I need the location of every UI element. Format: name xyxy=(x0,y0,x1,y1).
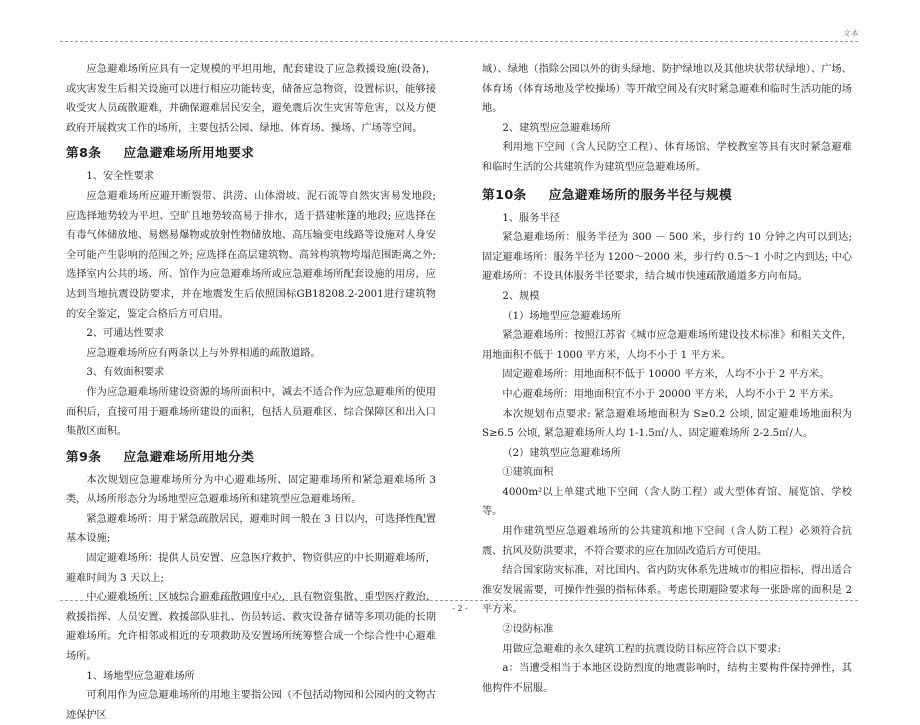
building-area-paragraph: 4000m²以上单建式地下空间（含人防工程）或大型体育馆、展览馆、学校等。 xyxy=(482,486,852,518)
access-paragraph: 应急避难场所应有两条以上与外界相通的疏散道路。 xyxy=(86,347,321,359)
header-tag: 文本 xyxy=(842,29,858,38)
plan-requirement-paragraph: 本次规划布点要求: 紧急避难场地面积为 S≥0.2 公顷, 固定避难场地面积为 S≥6.5 公顷, 紧急避难场所人均 1-1.5㎡/人、固定避难场所 2-2.5㎡/人。 xyxy=(482,408,852,440)
area-paragraph: 作为应急避难场所建设资源的场所面积中，减去不适合作为应急避难所的使用面积后，直接可用于避难场所建设的面积，包括人员避难区、综合保障区和出入口集散区面积。 xyxy=(66,386,436,438)
area-heading: 3、有效面积要求 xyxy=(86,367,165,379)
building-type-paragraph: 利用地下空间（含人民防空工程）、体育场馆、学校教室等具有灾时紧急避难和临时生活的公共建筑作为建筑型应急避难场所。 xyxy=(482,142,852,173)
article-8-number: 第8条 xyxy=(66,145,102,161)
building-type-heading: 2、建筑型应急避难场所 xyxy=(502,122,611,134)
footer-divider xyxy=(60,600,858,601)
header-divider xyxy=(60,41,858,42)
access-heading: 2、可通达性要求 xyxy=(86,328,165,340)
fortification-paragraph: 用做应急避难的永久建筑工程的抗震设防目标应符合以下要求: xyxy=(502,643,781,655)
article-10-heading xyxy=(482,184,852,206)
building-scale-subheading: （2）建筑型应急避难场所 xyxy=(502,447,621,459)
building-use-paragraph: 用作建筑型应急避难场所的公共建筑和地下空间（含人防工程）必须符合抗震、抗风及防洪要求，不符合要求的应在加固改造后方可使用。 xyxy=(482,526,852,557)
fixed-scale-paragraph: 固定避难场所：用地面积不低于 10000 平方米，人均不小于 2 平方米。 xyxy=(502,369,830,381)
emergency-shelter-paragraph: 紧急避难场所：用于紧急疏散居民，避难时间一般在 3 日以内，可选择性配置基本设施; xyxy=(66,513,436,545)
site-scale-subheading: （1）场地型应急避难场所 xyxy=(502,310,621,322)
indicator-system-paragraph: 结合国家防灾标准，对比国内、省内防灾体系先进城市的相应指标，得出适合淮安发展需要，可操作性强的指标体系。考虑长期避险要求每一张卧席的面积是 2 平方米。 xyxy=(482,565,852,616)
safety-heading: 1、安全性要求 xyxy=(86,171,154,183)
safety-paragraph: 应急避难场所应避开断裂带、洪涝、山体滑坡、泥石流等自然灾害易发地段; 应选择地势较为平坦、空旷且地势较高易于排水，适于搭建帐篷的地段; 应选择在有毒气体储放地、易燃易爆物或放射性物储放地、高压输变电线路等设施对人身安全可能产生影响的范围之外; 应选择在高层建筑物、高耸构筑物垮塌范围距离之外; 选择室内公共的场、所、馆作为应急避难场所或应急避难场所配套设施的用房，应达到当地抗震设防要求，并在地震发生后依照国标GB18208.2-2001进行建筑物的安全鉴定，鉴定合格后方可启用。 xyxy=(66,190,436,320)
article-9-heading xyxy=(66,446,436,468)
emergency-scale-paragraph: 紧急避难场所：按照江苏省《城市应急避难场所建设技术标准》和相关文件，用地面积不低于 1000 平方米，人均不小于 1 平方米。 xyxy=(482,330,852,361)
scale-heading: 2、规模 xyxy=(502,290,540,302)
center-shelter-paragraph: 中心避难场所：区域综合避难疏散调度中心，具有物资集散、重型医疗救治、救援指挥、人员安置、救援部队驻扎、伤员转运、救灾设备存储等多项功能的长期避难场所。允许相邻或相近的专项救助及安置场所统筹整合成一个综合性中心避难场所。 xyxy=(66,592,436,663)
site-type-paragraph: 可利用作为应急避难场所的用地主要指公园（不包括动物园和公园内的文物古迹保护区 xyxy=(66,690,436,721)
article-8-heading xyxy=(66,142,436,164)
service-radius-paragraph: 紧急避难场所：服务半径为 300 － 500 米，步行约 10 分钟之内可以到达; 固定避难场所：服务半径为 1200～2000 米，步行约 0.5～1 小时之内到达; 中心避难场所：不设具体服务半径要求，结合城市快速疏散通道多方向布局。 xyxy=(482,232,852,283)
fortification-item-a: a：当遭受相当于本地区设防烈度的地震影响时，结构主要构件保持弹性，其他构件不屈服。 xyxy=(482,663,852,694)
fixed-shelter-paragraph: 固定避难场所：提供人员安置、应急医疗救护、物资供应的中长期避难场所，避难时间为 3 天以上; xyxy=(66,553,436,584)
service-radius-heading: 1、服务半径 xyxy=(502,212,560,224)
intro-paragraph: 应急避难场所应具有一定规模的平坦用地，配套建设了应急救援设施(设备)，或灾害发生后相关设施可以进行相应功能转变，储备应急物资，设置标识，能够接收受灾人员疏散避难，并确保避难居民安全，避免震后次生灾害等危害，以及方便政府开展救灾工作的场所，主要包括公园、绿地、体育场、操场、广场等空间。 xyxy=(66,64,436,134)
article-10-title: 应急避难场所的服务半径与规模 xyxy=(548,186,733,202)
left-column xyxy=(66,60,436,725)
building-area-heading: ①建筑面积 xyxy=(502,467,554,479)
article-9-number: 第9条 xyxy=(66,448,102,464)
right-column xyxy=(482,60,852,698)
article-8-title: 应急避难场所用地要求 xyxy=(123,145,255,161)
site-type-continued: 域）、绿地（指除公园以外的街头绿地、防护绿地以及其他块状带状绿地）、广场、体育场（体育场地及学校操场）等开敞空间及有灾时紧急避难和临时生活功能的场地。 xyxy=(482,64,852,115)
site-type-heading: 1、场地型应急避难场所 xyxy=(86,670,195,682)
center-scale-paragraph: 中心避难场所：用地面积宜不小于 20000 平方米，人均不小于 2 平方米。 xyxy=(502,388,840,400)
fortification-heading: ②设防标准 xyxy=(502,624,554,636)
classification-paragraph: 本次规划应急避难场所分为中心避难场所、固定避难场所和紧急避难场所 3 类，从场所形态分为场地型应急避难场所和建筑型应急避难场所。 xyxy=(66,474,436,506)
article-10-number: 第10条 xyxy=(482,186,527,202)
page-number: - 2 - xyxy=(452,604,468,613)
article-9-title: 应急避难场所用地分类 xyxy=(123,448,255,464)
